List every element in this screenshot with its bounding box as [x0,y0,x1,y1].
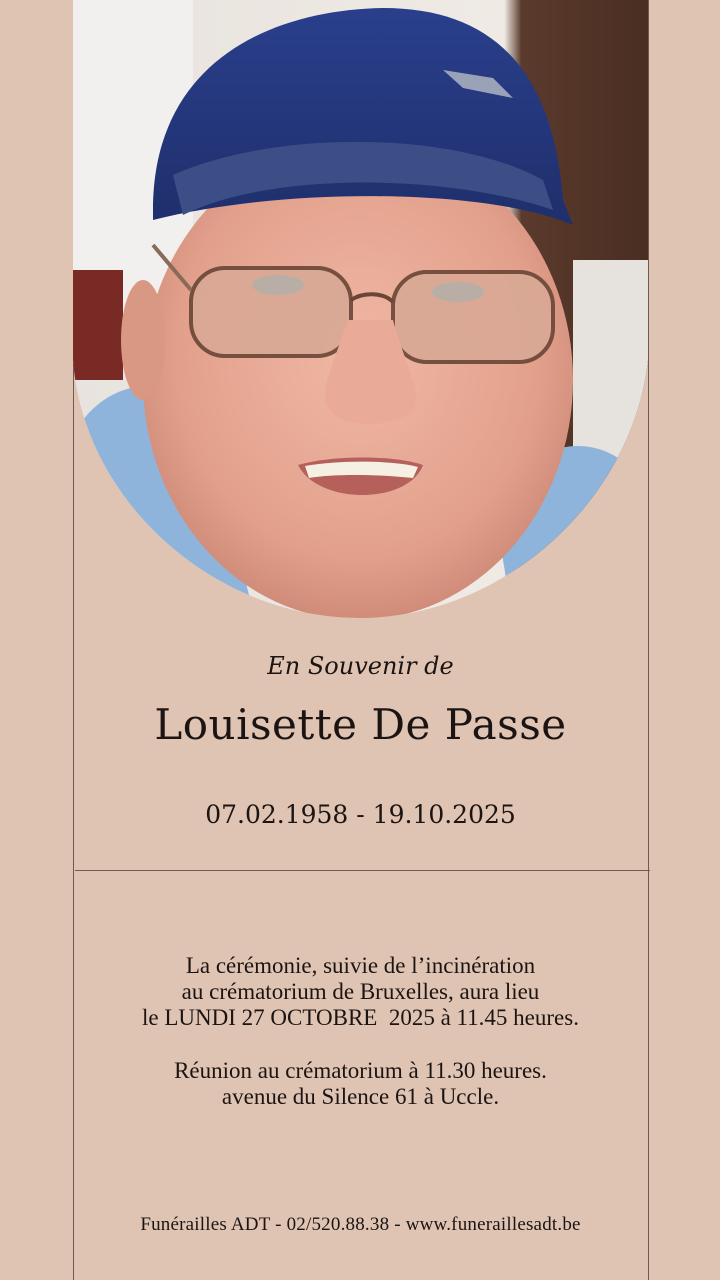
portrait-photo [73,0,648,620]
ceremony-paragraph [73,953,648,1031]
deceased-name: Louisette De Passe [154,700,567,749]
meeting-paragraph [73,1058,648,1110]
ceremony-line: La cérémonie, suivie de l’incinération [185,953,536,978]
in-memory-heading: En Souvenir de [267,652,454,680]
life-dates: 07.02.1958 - 19.10.2025 [205,800,516,829]
right-border-line [648,0,649,1280]
meeting-line: Réunion au crématorium à 11.30 heures. [174,1058,547,1083]
ceremony-line: le LUNDI 27 OCTOBRE 2025 à 11.45 heures. [142,1005,579,1030]
divider-line [75,870,650,871]
meeting-line: avenue du Silence 61 à Uccle. [221,1084,500,1109]
ceremony-line: au crématorium de Bruxelles, aura lieu [181,979,540,1004]
funeral-home-footer: Funérailles ADT - 02/520.88.38 - www.funeraillesadt.be [140,1214,581,1235]
